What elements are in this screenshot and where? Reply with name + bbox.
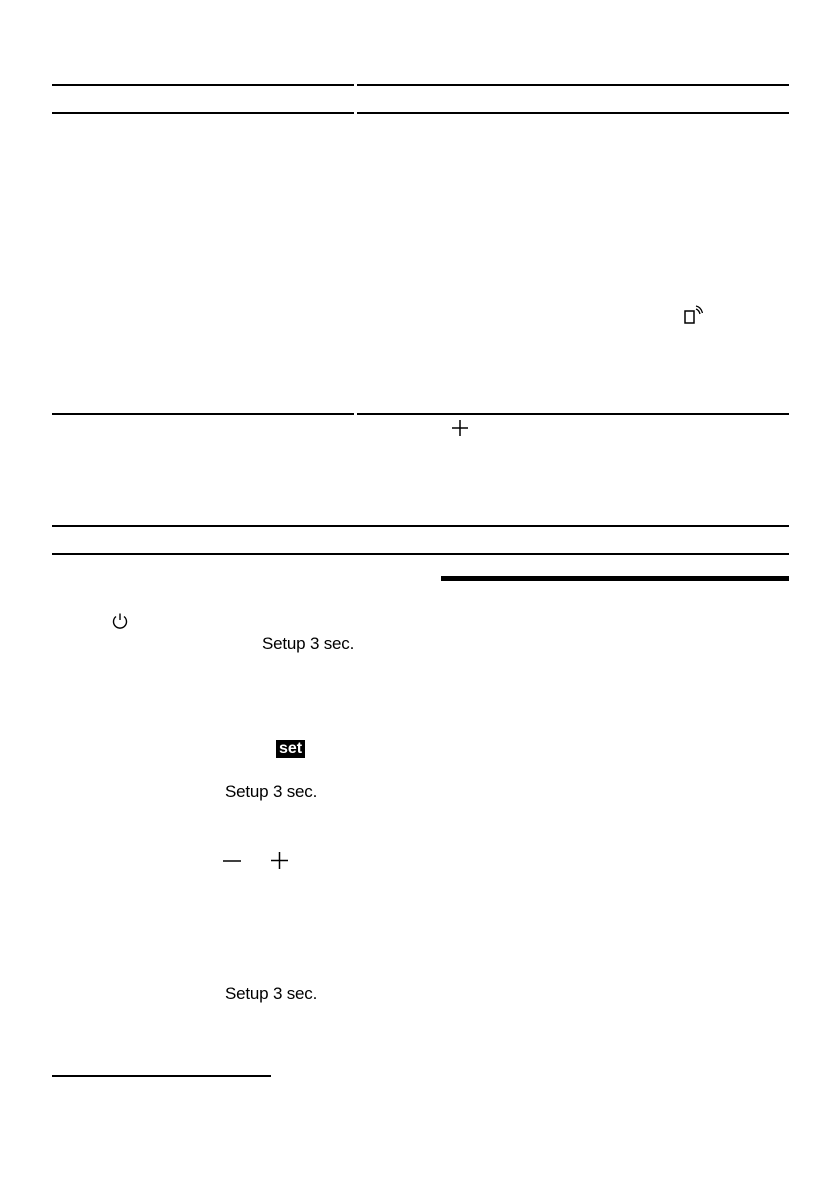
table-bottom-rule	[52, 553, 789, 555]
setup-3-sec-label: Setup 3 sec.	[225, 782, 318, 801]
table-header-rule-left	[52, 112, 354, 114]
minus-icon	[222, 852, 242, 870]
plus-icon	[451, 419, 469, 437]
power-icon	[111, 612, 129, 630]
setup-3-sec-label: Setup 3 sec.	[262, 634, 355, 653]
table-row-rule-2	[52, 525, 789, 527]
table-row-rule-1-right	[357, 413, 789, 415]
footnote-rule	[52, 1075, 271, 1077]
section-heading-bar	[441, 576, 789, 581]
plus-icon	[270, 851, 289, 870]
table-header-rule-right	[357, 112, 789, 114]
table-row-rule-1-left	[52, 413, 354, 415]
table-top-rule-right	[357, 84, 789, 86]
setup-3-sec-label: Setup 3 sec.	[225, 984, 318, 1003]
remote-start-icon	[683, 305, 703, 325]
table-top-rule-left	[52, 84, 354, 86]
set-display: set	[276, 740, 305, 758]
